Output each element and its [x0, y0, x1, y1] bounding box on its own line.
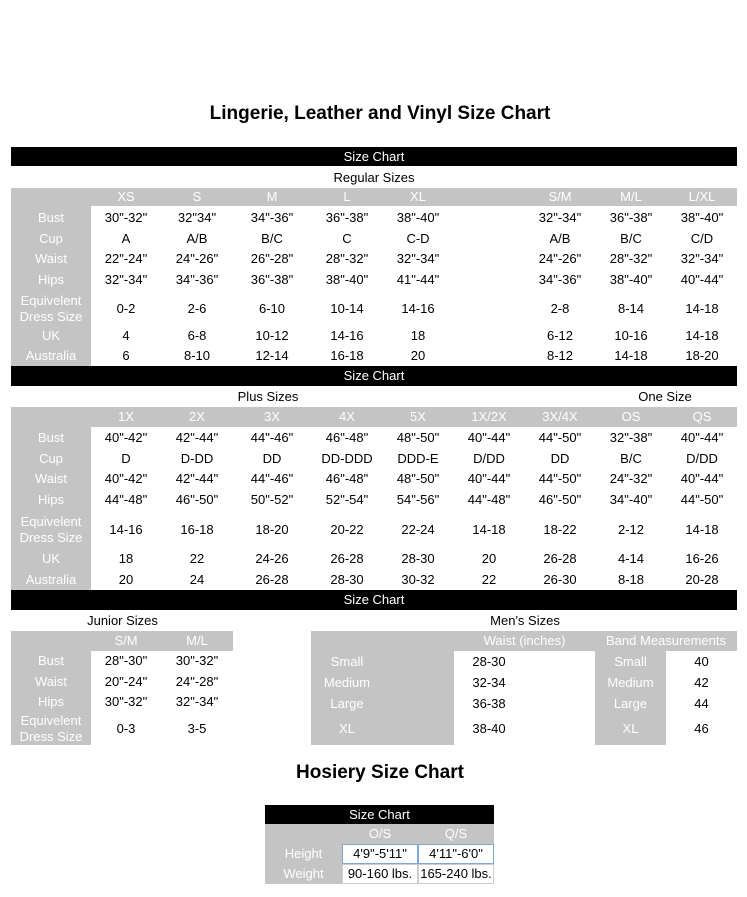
plus-cell: 46"-50" — [175, 492, 219, 507]
regular-cell: 38"-40" — [609, 272, 653, 287]
plus-cell: 16-26 — [685, 551, 719, 566]
regular-cell: 6 — [122, 348, 130, 363]
regular-cell: 38"-40" — [680, 210, 724, 225]
junior-row-label: Waist — [34, 674, 68, 689]
regular-cell: 34"-36" — [175, 272, 219, 287]
mens-band-row-label: Large — [613, 696, 648, 711]
plus-cell: DDD-E — [397, 451, 439, 466]
regular-cell: 0-2 — [116, 301, 136, 316]
plus-cell: 42"-44" — [175, 471, 219, 486]
plus-cell: 40"-44" — [467, 430, 511, 445]
plus-row-label: Waist — [34, 471, 68, 486]
regular-cell: 10-12 — [255, 328, 289, 343]
mens-band-row-label: XL — [622, 721, 639, 736]
plus-cell: 44"-48" — [104, 492, 148, 507]
mens-band-row-label: Medium — [607, 675, 654, 690]
hosiery-cell: 90-160 lbs. — [342, 864, 418, 884]
regular-cell: 6-12 — [546, 328, 574, 343]
plus-cell: 34"-40" — [609, 492, 653, 507]
regular-cell: 2-8 — [550, 301, 570, 316]
plus-cell: 26-28 — [543, 551, 577, 566]
plus-cell: DD-DDD — [321, 451, 373, 466]
mens-band-cell: 42 — [694, 675, 709, 690]
plus-cell: 40"-44" — [467, 471, 511, 486]
mens-row-label: XL — [339, 721, 355, 736]
hosiery-row-label: Height — [284, 846, 323, 861]
plus-cell: 4-14 — [617, 551, 645, 566]
mens-waist-cell: 32-34 — [472, 675, 506, 690]
plus-row-label: UK — [41, 551, 61, 566]
plus-col-header: QS — [692, 409, 712, 424]
regular-cell: 24"-26" — [538, 251, 582, 266]
plus-cell: 26-28 — [330, 551, 364, 566]
regular-cell: 28"-32" — [325, 251, 369, 266]
plus-row-label: Bust — [37, 430, 64, 445]
plus-sizes-title: Plus Sizes — [237, 389, 299, 404]
regular-row-label: Cup — [39, 231, 63, 246]
junior-col-header: M/L — [186, 633, 208, 648]
plus-cell: 50"-52" — [250, 492, 294, 507]
regular-cell: 18-20 — [685, 348, 719, 363]
regular-cell: 14-16 — [401, 301, 435, 316]
plus-col-header: OS — [621, 409, 641, 424]
size-chart-bar-junior-mens: Size Chart — [11, 590, 737, 610]
regular-cell: 32"-34" — [538, 210, 582, 225]
plus-cell: 26-30 — [543, 572, 577, 587]
regular-cell: 2-6 — [187, 301, 207, 316]
plus-cell: B/C — [620, 451, 642, 466]
regular-cell: 8-10 — [183, 348, 211, 363]
junior-cell: 28"-30" — [104, 653, 148, 668]
regular-cell: 38"-40" — [325, 272, 369, 287]
plus-cell: 40"-44" — [680, 471, 724, 486]
junior-cell: 3-5 — [187, 721, 207, 736]
regular-cell: A — [121, 231, 131, 246]
plus-cell: 40"-44" — [680, 430, 724, 445]
junior-row-label: Hips — [37, 694, 64, 709]
plus-cell: 44"-46" — [250, 471, 294, 486]
regular-row-label: UK — [41, 328, 61, 343]
regular-cell: 40"-44" — [680, 272, 724, 287]
plus-cell: 20 — [118, 572, 134, 587]
regular-cell: 22"-24" — [104, 251, 148, 266]
regular-row-label: Australia — [25, 348, 77, 363]
mens-band-header-label: Band Measurements — [606, 633, 726, 648]
mens-waist-cell: 28-30 — [472, 654, 506, 669]
plus-row-label: Cup — [39, 451, 63, 466]
plus-cell: DD — [262, 451, 282, 466]
junior-cell: 32"-34" — [175, 694, 219, 709]
regular-col-header: S — [192, 189, 202, 204]
regular-cell: B/C — [261, 231, 283, 246]
junior-cell: 0-3 — [116, 721, 136, 736]
plus-cell: 46"-48" — [325, 471, 369, 486]
plus-cell: 2-12 — [617, 522, 645, 537]
plus-col-header: 4X — [339, 409, 355, 424]
regular-cell: 36"-38" — [325, 210, 369, 225]
regular-cell: C-D — [406, 231, 430, 246]
plus-cell: 44"-50" — [680, 492, 724, 507]
regular-cell: 32"-34" — [680, 251, 724, 266]
regular-cell: 20 — [410, 348, 426, 363]
plus-cell: 18-20 — [255, 522, 289, 537]
plus-cell: 16-18 — [180, 522, 214, 537]
hosiery-col-header: O/S — [368, 826, 392, 841]
regular-row-label: Hips — [37, 272, 64, 287]
plus-cell: 18 — [118, 551, 134, 566]
hosiery-cell: 4'11"-6'0" — [418, 844, 494, 864]
size-chart-bar-plus: Size Chart — [11, 366, 737, 386]
mens-row-label: Large — [330, 696, 364, 711]
hosiery-title: Hosiery Size Chart — [296, 762, 464, 783]
mens-band-cell: 40 — [694, 654, 709, 669]
mens-row-label: Small — [330, 654, 364, 669]
plus-cell: 42"-44" — [175, 430, 219, 445]
plus-cell: 44"-46" — [250, 430, 294, 445]
regular-col-header: M/L — [620, 189, 642, 204]
regular-cell: 26"-28" — [250, 251, 294, 266]
mens-band-cell: 46 — [694, 721, 709, 736]
plus-cell: 46"-50" — [538, 492, 582, 507]
plus-cell: 24"-32" — [609, 471, 653, 486]
regular-cell: 14-18 — [685, 301, 719, 316]
regular-cell: B/C — [620, 231, 642, 246]
regular-col-header: L/XL — [688, 189, 716, 204]
regular-row-label: Bust — [37, 210, 64, 225]
regular-cell: A/B — [549, 231, 571, 246]
regular-col-header: S/M — [548, 189, 572, 204]
mens-waist-cell: 38-40 — [472, 721, 506, 736]
regular-cell: 6-8 — [187, 328, 207, 343]
plus-col-header: 3X/4X — [542, 409, 578, 424]
plus-cell: 22 — [481, 572, 497, 587]
junior-row-label: Equivelent Dress Size — [19, 712, 83, 744]
regular-cell: 6-10 — [258, 301, 286, 316]
mens-sizes-title: Men's Sizes — [490, 613, 560, 628]
plus-cell: 14-16 — [109, 522, 143, 537]
plus-cell: 44"-50" — [538, 471, 582, 486]
regular-cell: 36"-38" — [250, 272, 294, 287]
plus-col-header: 2X — [189, 409, 205, 424]
plus-cell: 30-32 — [401, 572, 435, 587]
mens-band-cell: 44 — [694, 696, 709, 711]
plus-row-label: Equivelent Dress Size — [19, 513, 83, 545]
page-title: Lingerie, Leather and Vinyl Size Chart — [209, 103, 551, 124]
plus-cell: 24 — [189, 572, 205, 587]
regular-cell: 8-14 — [617, 301, 645, 316]
plus-cell: DD — [550, 451, 570, 466]
regular-row-label: Waist — [34, 251, 68, 266]
regular-cell: 36"-38" — [609, 210, 653, 225]
plus-cell: 32"-38" — [609, 430, 653, 445]
regular-col-header: XL — [410, 189, 426, 204]
plus-col-header: 1X/2X — [471, 409, 507, 424]
junior-col-header: S/M — [114, 633, 138, 648]
regular-cell: C — [342, 231, 352, 246]
plus-cell: 8-18 — [617, 572, 645, 587]
plus-cell: 28-30 — [401, 551, 435, 566]
plus-row-label: Australia — [25, 572, 77, 587]
regular-cell: 34"-36" — [538, 272, 582, 287]
plus-cell: 28-30 — [330, 572, 364, 587]
plus-col-header: 5X — [410, 409, 426, 424]
plus-cell: D — [121, 451, 131, 466]
regular-cell: 32"34" — [177, 210, 217, 225]
mens-row-label: Medium — [323, 675, 371, 690]
regular-cell: 24"-26" — [175, 251, 219, 266]
junior-cell: 20"-24" — [104, 674, 148, 689]
plus-cell: 18-22 — [543, 522, 577, 537]
hosiery-row-label: Weight — [283, 866, 324, 881]
regular-cell: 4 — [122, 328, 130, 343]
regular-cell: 14-18 — [614, 348, 648, 363]
hosiery-cell: 165-240 lbs. — [418, 864, 494, 884]
plus-cell: D-DD — [180, 451, 214, 466]
plus-cell: 14-18 — [472, 522, 506, 537]
regular-cell: 8-12 — [546, 348, 574, 363]
regular-cell: 10-16 — [614, 328, 648, 343]
one-size-title: One Size — [638, 389, 692, 404]
regular-cell: 38"-40" — [396, 210, 440, 225]
plus-col-header: 3X — [264, 409, 280, 424]
plus-cell: 48"-50" — [396, 430, 440, 445]
regular-cell: 41"-44" — [396, 272, 440, 287]
regular-cell: 16-18 — [330, 348, 364, 363]
plus-cell: 52"-54" — [325, 492, 369, 507]
plus-cell: 40"-42" — [104, 471, 148, 486]
plus-cell: 48"-50" — [396, 471, 440, 486]
regular-cell: 18 — [410, 328, 426, 343]
mens-waist-header-label: Waist (inches) — [483, 633, 566, 648]
regular-cell: A/B — [186, 231, 208, 246]
plus-cell: 22 — [189, 551, 205, 566]
regular-cell: 28"-32" — [609, 251, 653, 266]
plus-row-label: Hips — [37, 492, 64, 507]
regular-cell: 30"-32" — [104, 210, 148, 225]
regular-cell: 12-14 — [255, 348, 289, 363]
regular-cell: C/D — [690, 231, 714, 246]
regular-col-header: XS — [117, 189, 135, 204]
plus-cell: D/DD — [473, 451, 505, 466]
mens-band-row-label: Small — [614, 654, 647, 669]
plus-cell: 20 — [481, 551, 497, 566]
regular-sizes-title: Regular Sizes — [333, 170, 415, 185]
regular-cell: 32"-34" — [104, 272, 148, 287]
regular-col-header: M — [266, 189, 278, 204]
plus-cell: 44"-48" — [467, 492, 511, 507]
junior-sizes-title: Junior Sizes — [87, 613, 158, 628]
plus-cell: D/DD — [686, 451, 718, 466]
junior-row-label: Bust — [37, 653, 64, 668]
junior-cell: 24"-28" — [175, 674, 219, 689]
regular-row-label: Equivelent Dress Size — [19, 292, 83, 324]
regular-cell: 10-14 — [330, 301, 364, 316]
plus-cell: 22-24 — [401, 522, 435, 537]
plus-cell: 20-22 — [330, 522, 364, 537]
mens-waist-cell: 36-38 — [472, 696, 506, 711]
plus-cell: 14-18 — [685, 522, 719, 537]
plus-cell: 26-28 — [255, 572, 289, 587]
regular-cell: 32"-34" — [396, 251, 440, 266]
plus-col-header: 1X — [118, 409, 134, 424]
hosiery-cell: 4'9"-5'11" — [342, 844, 418, 864]
junior-cell: 30"-32" — [175, 653, 219, 668]
plus-cell: 44"-50" — [538, 430, 582, 445]
regular-cell: 34"-36" — [250, 210, 294, 225]
plus-cell: 24-26 — [255, 551, 289, 566]
plus-cell: 46"-48" — [325, 430, 369, 445]
junior-cell: 30"-32" — [104, 694, 148, 709]
plus-cell: 54"-56" — [396, 492, 440, 507]
hosiery-size-chart-bar: Size Chart — [265, 805, 494, 824]
hosiery-col-header: Q/S — [444, 826, 468, 841]
regular-col-header: L — [343, 189, 351, 204]
size-chart-bar-regular: Size Chart — [11, 147, 737, 166]
plus-cell: 40"-42" — [104, 430, 148, 445]
plus-cell: 20-28 — [685, 572, 719, 587]
regular-cell: 14-18 — [685, 328, 719, 343]
regular-cell: 14-16 — [330, 328, 364, 343]
